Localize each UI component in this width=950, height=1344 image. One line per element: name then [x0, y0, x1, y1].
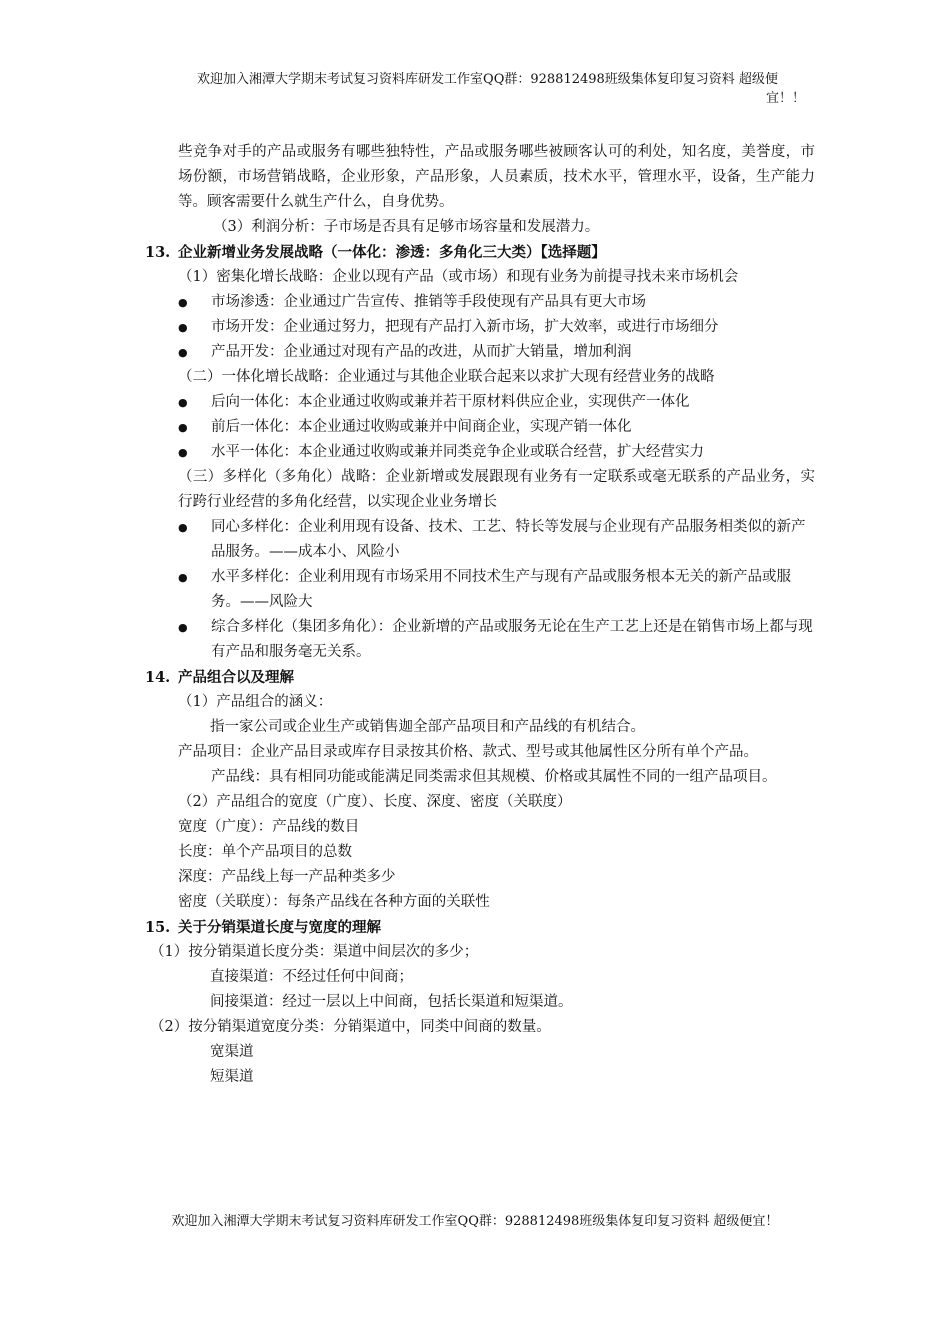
bullet-icon: ●: [178, 421, 188, 434]
paragraph: 些竞争对手的产品或服务有哪些独特性，产品或服务哪些被顾客认可的利处，知名度，美誉度，市场份额，市场营销战略，企业形象，产品形象，人员素质，技术水平，管理水平，设备，生产能力等。顾客需要什么就生产什么，自身优势。: [178, 144, 815, 210]
bullet-icon: ●: [178, 446, 188, 459]
definition-line: 密度（关联度）：每条产品线在各种方面的关联性: [178, 894, 490, 910]
bullet-icon: ●: [178, 296, 188, 309]
bullet-icon: ●: [178, 396, 188, 409]
bullet-item: [145, 290, 815, 315]
header-line-1: 欢迎加入湘潭大学期末考试复习资料库研发工作室QQ群：928812498班级集体复印复习资料 超级便: [197, 72, 778, 87]
subsection-text: （三）多样化（多角化）战略：企业新增或发展跟现有业务有一定联系或毫无联系的产品业务，实行跨行业经营的多角化经营，以实现企业业务增长: [178, 469, 815, 510]
page-header: [165, 70, 810, 108]
subsection-text: （1）密集化增长战略：企业以现有产品（或市场）和现有业务为前提寻找未来市场机会: [178, 269, 739, 285]
bullet-icon: ●: [178, 621, 188, 634]
section-title: 关于分销渠道长度与宽度的理解: [178, 919, 381, 936]
bullet-text: 市场开发：企业通过努力，把现有产品打入新市场，扩大效率，或进行市场细分: [211, 319, 719, 335]
section-number: 14.: [145, 669, 171, 686]
bullet-item: [145, 565, 815, 615]
bullet-item: [145, 415, 815, 440]
section-number: 13.: [145, 244, 171, 261]
bullet-icon: ●: [178, 321, 188, 334]
paragraph: 宽渠道: [210, 1044, 254, 1060]
bullet-item: [145, 340, 815, 365]
bullet-text: 市场渗透：企业通过广告宣传、推销等手段使现有产品具有更大市场: [211, 294, 646, 310]
paragraph: 产品项目：企业产品目录或库存目录按其价格、款式、型号或其他属性区分所有单个产品。: [178, 744, 758, 760]
header-line-2: 宜！！: [765, 91, 805, 106]
paragraph: 指一家公司或企业生产或销售迦全部产品项目和产品线的有机结合。: [210, 719, 645, 735]
paragraph: 直接渠道：不经过任何中间商；: [210, 969, 413, 985]
page-footer: 欢迎加入湘潭大学期末考试复习资料库研发工作室QQ群：928812498班级集体复印复习资料 超级便宜！: [171, 1214, 779, 1229]
section-title: 企业新增业务发展战略（一体化：渗透：多角化三大类）【选择题】: [178, 244, 606, 261]
bullet-text: 同心多样化：企业利用现有设备、技术、工艺、特长等发展与企业现有产品服务相类似的新产品服务。——成本小、风险小: [211, 519, 806, 560]
bullet-item: [145, 515, 815, 565]
subsection-text: （2）按分销渠道宽度分类：分销渠道中，同类中间商的数量。: [150, 1019, 551, 1035]
definition-line: 宽度（广度）：产品线的数目: [178, 819, 360, 835]
bullet-text: 后向一体化：本企业通过收购或兼并若干原材料供应企业，实现供产一体化: [211, 394, 690, 410]
page-content: [145, 140, 815, 1090]
bullet-icon: ●: [178, 346, 188, 359]
section-heading-15: [145, 915, 815, 940]
section-heading-14: [145, 665, 815, 690]
bullet-item: [145, 390, 815, 415]
bullet-icon: ●: [178, 521, 188, 534]
subsection-text: （1）产品组合的涵义：: [178, 694, 333, 710]
section-heading-13: [145, 240, 815, 265]
definition-line: 长度：单个产品项目的总数: [178, 844, 352, 860]
bullet-text: 前后一体化：本企业通过收购或兼并中间商企业，实现产销一体化: [211, 419, 632, 435]
paragraph: 产品线：具有相同功能或能满足同类需求但其规模、价格或其属性不同的一组产品项目。: [211, 769, 777, 785]
subsection-text: （二）一体化增长战略：企业通过与其他企业联合起来以求扩大现有经营业务的战略: [178, 369, 715, 385]
bullet-text: 水平多样化：企业利用现有市场采用不同技术生产与现有产品或服务根本无关的新产品或服务。——风险大: [211, 569, 791, 610]
section-title: 产品组合以及理解: [178, 669, 294, 686]
subsection-text: （2）产品组合的宽度（广度）、长度、深度、密度（关联度）: [178, 794, 572, 810]
bullet-text: 综合多样化（集团多角化）：企业新增的产品或服务无论在生产工艺上还是在销售市场上都与现有产品和服务毫无关系。: [211, 619, 813, 660]
bullet-item: [145, 440, 815, 465]
paragraph: （3）利润分析：子市场是否具有足够市场容量和发展潜力。: [213, 219, 600, 235]
bullet-icon: ●: [178, 571, 188, 584]
subsection-text: （1）按分销渠道长度分类：渠道中间层次的多少；: [150, 944, 479, 960]
paragraph: 短渠道: [210, 1069, 254, 1085]
bullet-item: [145, 315, 815, 340]
bullet-text: 水平一体化：本企业通过收购或兼并同类竞争企业或联合经营，扩大经营实力: [211, 444, 704, 460]
bullet-text: 产品开发：企业通过对现有产品的改进，从而扩大销量，增加利润: [211, 344, 632, 360]
bullet-item: [145, 615, 815, 665]
section-number: 15.: [145, 919, 171, 936]
paragraph: 间接渠道：经过一层以上中间商，包括长渠道和短渠道。: [210, 994, 573, 1010]
definition-line: 深度：产品线上每一产品种类多少: [178, 869, 396, 885]
